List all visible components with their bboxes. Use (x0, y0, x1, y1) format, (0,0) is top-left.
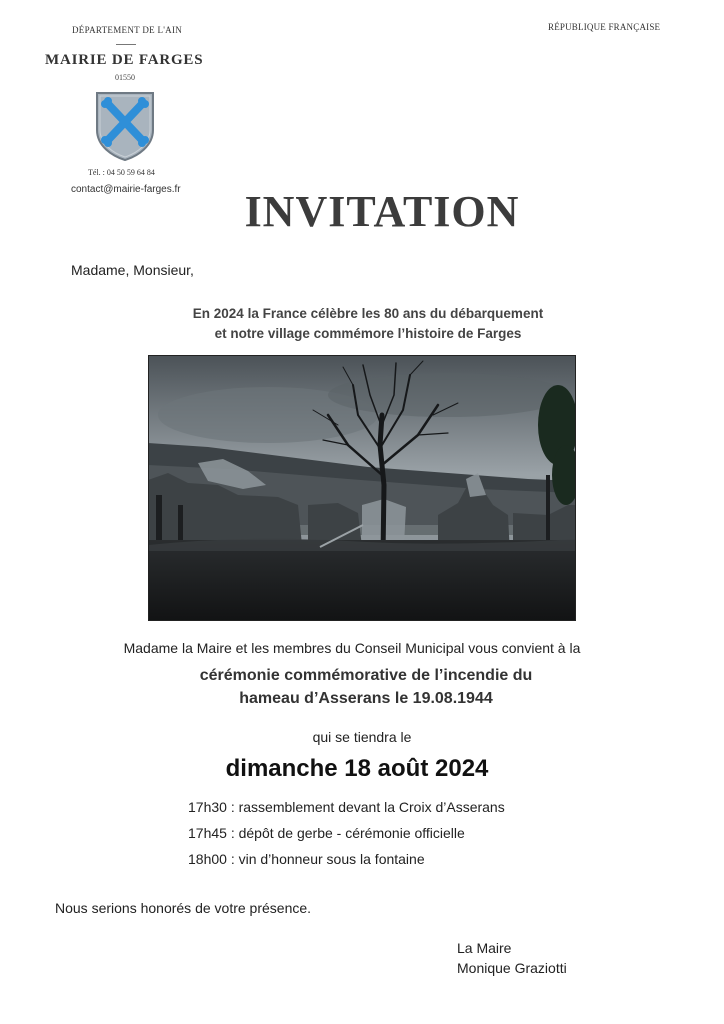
closing-text: Nous serions honorés de votre présence. (55, 900, 312, 916)
signature-name: Monique Graziotti (457, 960, 567, 976)
schedule-item: 17h45 : dépôt de gerbe - cérémonie officielle (188, 825, 465, 841)
held-on-text: qui se tiendra le (312, 729, 412, 745)
coat-of-arms-icon (94, 90, 156, 162)
letterhead-divider (116, 44, 136, 45)
mairie-name: MAIRIE DE FARGES (45, 52, 204, 68)
intro-line-1: En 2024 la France célèbre les 80 ans du débarquement (192, 306, 544, 321)
greeting: Madame, Monsieur, (71, 262, 194, 278)
signature-block (457, 938, 567, 978)
postal-code: 01550 (115, 73, 135, 82)
department-label: DÉPARTEMENT DE L'AIN (72, 25, 183, 35)
convocation-text: Madame la Maire et les membres du Conseil Municipal vous convient à la (123, 640, 581, 656)
intro-text (0, 304, 724, 344)
republique-label: RÉPUBLIQUE FRANÇAISE (548, 22, 661, 32)
schedule-item: 17h30 : rassemblement devant la Croix d’Asserans (188, 799, 505, 815)
schedule-item: 18h00 : vin d’honneur sous la fontaine (188, 851, 425, 867)
ceremony-line-1: cérémonie commémorative de l’incendie du (199, 667, 533, 684)
email-address: contact@mairie-farges.fr (71, 184, 181, 195)
signature-role: La Maire (457, 940, 512, 956)
intro-line-2: et notre village commémore l’histoire de Farges (214, 326, 522, 341)
page-title: INVITATION (244, 187, 520, 236)
event-date: dimanche 18 août 2024 (225, 755, 489, 782)
historical-photo (148, 355, 576, 621)
phone-number: Tél. : 04 50 59 64 84 (88, 168, 155, 177)
ceremony-line-2: hameau d’Asserans le 19.08.1944 (239, 690, 493, 707)
schedule-list (188, 798, 505, 876)
ceremony-title (0, 664, 724, 710)
